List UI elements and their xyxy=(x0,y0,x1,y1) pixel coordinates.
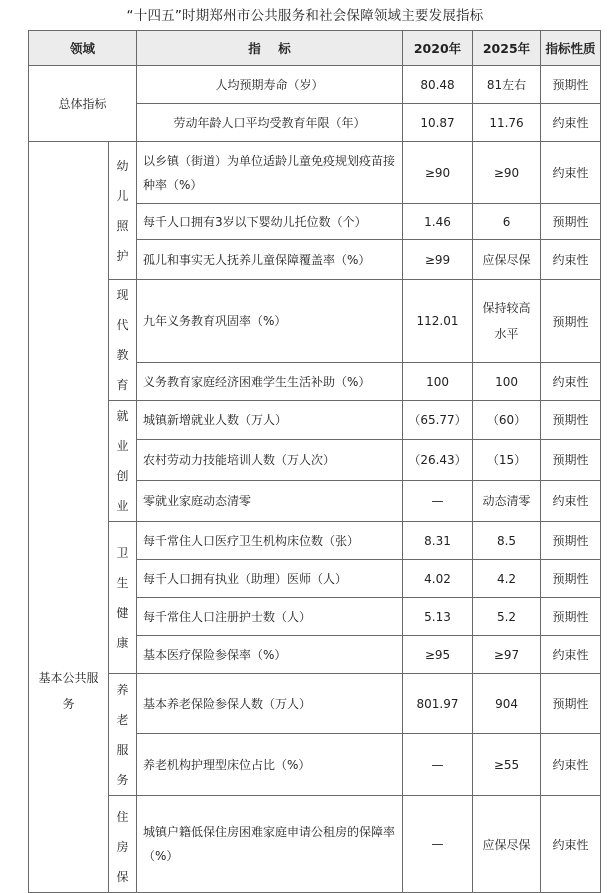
value-2020: 1.46 xyxy=(403,204,473,240)
nature-cell: 预期性 xyxy=(541,598,601,636)
value-2025: 保持较高水平 xyxy=(473,280,541,363)
indicator-cell: 以乡镇（街道）为单位适龄儿童免疫规划疫苗接种率（%） xyxy=(137,142,403,204)
nature-cell: 预期性 xyxy=(541,66,601,104)
nature-cell: 预期性 xyxy=(541,401,601,440)
indicator-cell: 基本医疗保险参保率（%） xyxy=(137,636,403,674)
value-2025: 8.5 xyxy=(473,522,541,560)
indicator-cell: 每千常住人口注册护士数（人） xyxy=(137,598,403,636)
value-2020: 5.13 xyxy=(403,598,473,636)
value-2025: 904 xyxy=(473,674,541,734)
header-row xyxy=(29,31,601,66)
indicator-cell: 城镇户籍低保住房困难家庭申请公租房的保障率（%） xyxy=(137,796,403,893)
nature-cell: 约束性 xyxy=(541,796,601,893)
value-2020: （26.43） xyxy=(403,439,473,480)
value-2025: 4.2 xyxy=(473,560,541,598)
nature-cell: 预期性 xyxy=(541,204,601,240)
subgroup-childcare: 幼儿照护 xyxy=(109,142,137,280)
table-row xyxy=(29,280,601,363)
indicator-cell: 人均预期寿命（岁） xyxy=(137,66,403,104)
domain-overall: 总体指标 xyxy=(29,66,137,142)
value-2025: 81左右 xyxy=(473,66,541,104)
domain-basic xyxy=(29,142,109,893)
nature-cell: 预期性 xyxy=(541,674,601,734)
subgroup-health: 卫生健康 xyxy=(109,522,137,674)
nature-cell: 约束性 xyxy=(541,240,601,280)
header-2020: 2020年 xyxy=(403,31,473,66)
table-row xyxy=(29,796,601,893)
nature-cell: 约束性 xyxy=(541,142,601,204)
value-2020: 112.01 xyxy=(403,280,473,363)
nature-cell: 约束性 xyxy=(541,104,601,142)
value-2025: （15） xyxy=(473,439,541,480)
value-2025: ≥97 xyxy=(473,636,541,674)
value-2020: ≥95 xyxy=(403,636,473,674)
value-2025: （60） xyxy=(473,401,541,440)
subgroup-elderly-care: 养老服务 xyxy=(109,674,137,796)
indicator-cell: 养老机构护理型床位占比（%） xyxy=(137,734,403,796)
value-2025: 应保尽保 xyxy=(473,796,541,893)
nature-cell: 约束性 xyxy=(541,636,601,674)
indicator-cell: 劳动年龄人口平均受教育年限（年） xyxy=(137,104,403,142)
value-2020: — xyxy=(403,796,473,893)
nature-cell: 预期性 xyxy=(541,439,601,480)
nature-cell: 预期性 xyxy=(541,560,601,598)
header-indicator: 指 标 xyxy=(137,31,403,66)
value-2020: 801.97 xyxy=(403,674,473,734)
value-2025: 6 xyxy=(473,204,541,240)
indicator-cell: 零就业家庭动态清零 xyxy=(137,480,403,521)
value-2020: — xyxy=(403,734,473,796)
value-2020: ≥99 xyxy=(403,240,473,280)
table-row xyxy=(29,401,601,440)
value-2025: ≥90 xyxy=(473,142,541,204)
nature-cell: 约束性 xyxy=(541,734,601,796)
header-2025: 2025年 xyxy=(473,31,541,66)
table-row xyxy=(29,66,601,104)
indicator-cell: 城镇新增就业人数（万人） xyxy=(137,401,403,440)
indicator-table xyxy=(28,30,601,893)
value-2025: 11.76 xyxy=(473,104,541,142)
value-2025: 动态清零 xyxy=(473,480,541,521)
value-2025: ≥55 xyxy=(473,734,541,796)
value-2020: （65.77） xyxy=(403,401,473,440)
table-row xyxy=(29,142,601,204)
indicator-cell: 每千人口拥有执业（助理）医师（人） xyxy=(137,560,403,598)
indicator-cell: 九年义务教育巩固率（%） xyxy=(137,280,403,363)
subgroup-housing: 住房保 xyxy=(109,796,137,893)
table-row xyxy=(29,522,601,560)
indicator-cell: 孤儿和事实无人抚养儿童保障覆盖率（%） xyxy=(137,240,403,280)
subgroup-employment: 就业创业 xyxy=(109,401,137,522)
value-2020: 80.48 xyxy=(403,66,473,104)
domain-basic-label: 基本公共服务 xyxy=(38,671,99,711)
value-2020: ≥90 xyxy=(403,142,473,204)
value-2020: — xyxy=(403,480,473,521)
indicator-cell: 每千常住人口医疗卫生机构床位数（张） xyxy=(137,522,403,560)
value-2020: 8.31 xyxy=(403,522,473,560)
nature-cell: 预期性 xyxy=(541,522,601,560)
value-2025: 5.2 xyxy=(473,598,541,636)
nature-cell: 约束性 xyxy=(541,480,601,521)
table-row xyxy=(29,674,601,734)
value-2020: 10.87 xyxy=(403,104,473,142)
indicator-cell: 每千人口拥有3岁以下婴幼儿托位数（个） xyxy=(137,204,403,240)
indicator-cell: 农村劳动力技能培训人数（万人次） xyxy=(137,439,403,480)
nature-cell: 约束性 xyxy=(541,363,601,401)
subgroup-education: 现代教育 xyxy=(109,280,137,401)
header-nature: 指标性质 xyxy=(541,31,601,66)
nature-cell: 预期性 xyxy=(541,280,601,363)
value-2025: 100 xyxy=(473,363,541,401)
value-2020: 100 xyxy=(403,363,473,401)
indicator-cell: 基本养老保险参保人数（万人） xyxy=(137,674,403,734)
page-title: “十四五”时期郑州市公共服务和社会保障领域主要发展指标 xyxy=(126,8,484,24)
indicator-cell: 义务教育家庭经济困难学生生活补助（%） xyxy=(137,363,403,401)
header-domain: 领域 xyxy=(29,31,137,66)
value-2025: 应保尽保 xyxy=(473,240,541,280)
value-2020: 4.02 xyxy=(403,560,473,598)
